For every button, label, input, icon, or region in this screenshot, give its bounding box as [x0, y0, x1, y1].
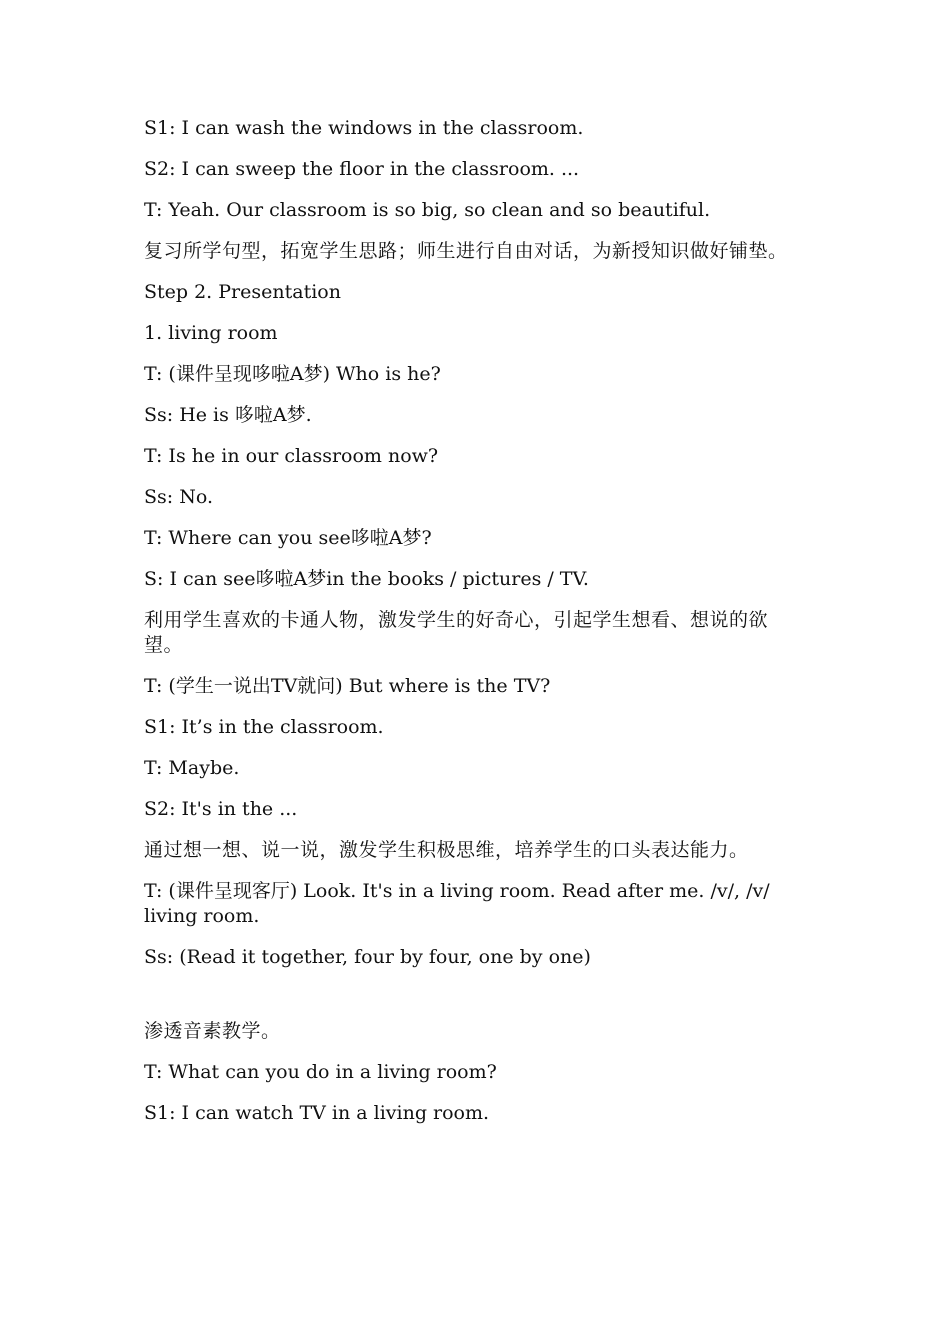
dialogue-line: S2: I can sweep the floor in the classroom. ...: [144, 158, 580, 180]
dialogue-line: T: What can you do in a living room?: [144, 1061, 497, 1083]
dialogue-line: Ss: He is 哆啦A梦.: [144, 404, 312, 426]
dialogue-line: S: I can see哆啦A梦in the books / pictures / TV.: [144, 568, 589, 590]
blank-spacer: [144, 986, 804, 1019]
teaching-note: 渗透音素教学。: [144, 1020, 281, 1042]
dialogue-line: T: (课件呈现哆啦A梦) Who is he?: [144, 363, 441, 385]
dialogue-line: T: Maybe.: [144, 757, 240, 779]
dialogue-line: Ss: (Read it together, four by four, one by one): [144, 946, 591, 968]
subsection-heading: 1. living room: [144, 322, 278, 344]
dialogue-line: S1: I can wash the windows in the classroom.: [144, 117, 584, 139]
teaching-note: 复习所学句型，拓宽学生思路；师生进行自由对话，为新授知识做好铺垫。: [144, 240, 788, 262]
dialogue-line: T: (课件呈现客厅) Look. It's in a living room. Read after me. /v/, /v/ living room.: [144, 880, 776, 927]
dialogue-line: S1: It’s in the classroom.: [144, 716, 384, 738]
dialogue-line: T: Where can you see哆啦A梦?: [144, 527, 432, 549]
dialogue-line: T: Is he in our classroom now?: [144, 445, 439, 467]
document-body: [144, 116, 804, 1142]
teaching-note: 通过想一想、说一说，激发学生积极思维，培养学生的口头表达能力。: [144, 839, 749, 861]
dialogue-line: Ss: No.: [144, 486, 213, 508]
dialogue-line: S2: It's in the ...: [144, 798, 298, 820]
dialogue-line: T: Yeah. Our classroom is so big, so clean and so beautiful.: [144, 199, 711, 221]
dialogue-line: S1: I can watch TV in a living room.: [144, 1102, 490, 1124]
dialogue-line: T: (学生一说出TV就问) But where is the TV?: [144, 675, 551, 697]
section-heading: Step 2. Presentation: [144, 281, 341, 303]
teaching-note: 利用学生喜欢的卡通人物，激发学生的好奇心，引起学生想看、想说的欲望。: [144, 609, 769, 656]
